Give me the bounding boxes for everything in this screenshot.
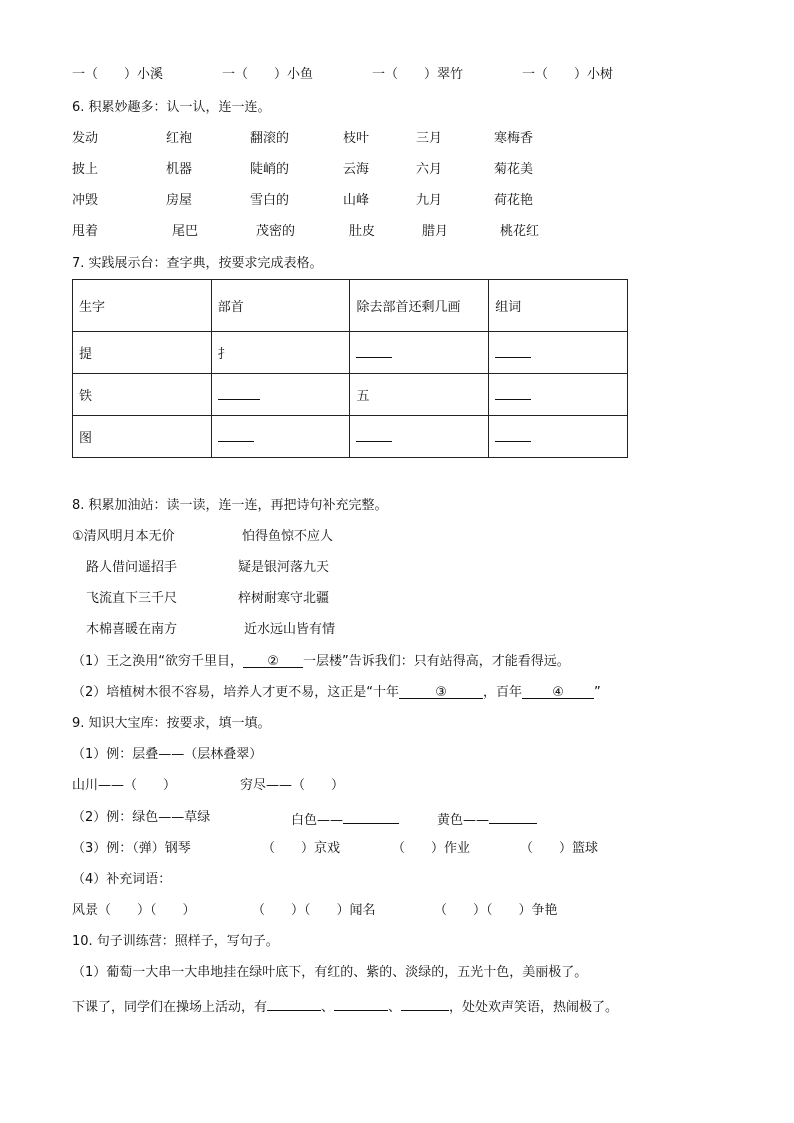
answer-blank-cell[interactable] <box>350 332 489 374</box>
q7-table <box>72 279 628 458</box>
answer-blank[interactable] <box>522 684 594 699</box>
q9-ex1-item[interactable]: 穷尽——（ ） <box>240 778 345 793</box>
q6-word: 甩着 <box>72 224 99 239</box>
q9-title: 9. 知识大宝库：按要求，填一填。 <box>72 716 271 731</box>
q8-sub1-text: 一层楼”告诉我们：只有站得高，才能看得远。 <box>303 654 570 669</box>
table-header-cell: 除去部首还剩几画 <box>350 280 489 332</box>
answer-blank[interactable] <box>356 427 392 442</box>
table-row <box>73 374 628 416</box>
q9-ex1: （1）例：层叠——（层林叠翠） <box>72 747 263 762</box>
q6-word: 机器 <box>166 162 193 177</box>
poem-right-line: 梓树耐寒守北疆 <box>238 591 330 606</box>
answer-blank-cell[interactable] <box>211 416 350 458</box>
q6-word: 菊花美 <box>494 162 534 177</box>
q9-ex4-label: （4）补充词语： <box>72 872 172 887</box>
q6-word: 发动 <box>72 131 99 146</box>
answer-blank[interactable] <box>495 427 531 442</box>
poem-left-line: 飞流直下三千尺 <box>86 591 178 606</box>
poem-left-line: 木棉喜暖在南方 <box>86 622 178 637</box>
q6-word: 肚皮 <box>349 224 376 239</box>
answer-blank[interactable] <box>495 343 531 358</box>
q5-item-2: 一（ ）小鱼 <box>222 67 314 82</box>
q6-word: 荷花艳 <box>494 193 534 208</box>
answer-blank[interactable] <box>218 427 254 442</box>
q7-title: 7. 实践展示台：查字典，按要求完成表格。 <box>72 256 323 271</box>
q8-sub1-text: （1）王之涣用“欲穷千里目， <box>72 654 244 669</box>
table-cell: 提 <box>73 332 212 374</box>
table-row <box>73 416 628 458</box>
table-header-cell: 部首 <box>211 280 350 332</box>
q9-ex2-item <box>291 809 399 830</box>
table-header-row <box>73 280 628 332</box>
q6-word: 冲毁 <box>72 193 99 208</box>
q6-word: 红袍 <box>166 131 193 146</box>
poem-right-line: 近水远山皆有情 <box>244 622 336 637</box>
q8-sub2-text: ” <box>594 685 601 700</box>
poem-right-line: 疑是银河落九天 <box>238 560 330 575</box>
q9-ex2-text: 黄色—— <box>437 813 490 828</box>
q8-sub1 <box>72 653 570 671</box>
q6-word: 九月 <box>416 193 443 208</box>
q6-word: 山峰 <box>343 193 370 208</box>
blank-marker: ③ <box>435 685 447 700</box>
q8-sub2-text: （2）培植树木很不容易，培养人才更不易，这正是“十年 <box>72 685 400 700</box>
answer-blank[interactable] <box>489 809 537 824</box>
q8-title: 8. 积累加油站：读一读，连一连，再把诗句补充完整。 <box>72 498 388 513</box>
poem-right-line: 怕得鱼惊不应人 <box>242 529 334 544</box>
answer-blank[interactable] <box>356 343 392 358</box>
q8-sub2 <box>72 684 601 702</box>
table-cell: 图 <box>73 416 212 458</box>
table-header-cell: 生字 <box>73 280 212 332</box>
q9-ex4-item[interactable]: 风景（ ）（ ） <box>72 903 196 918</box>
q6-word: 云海 <box>343 162 370 177</box>
q9-ex2-label: （2）例：绿色——草绿 <box>72 810 211 825</box>
q9-ex3-item[interactable]: （ ）篮球 <box>520 841 599 856</box>
answer-blank-cell[interactable] <box>489 416 628 458</box>
table-header-cell: 组词 <box>489 280 628 332</box>
answer-blank[interactable] <box>243 653 303 668</box>
q9-ex3-item[interactable]: （ ）作业 <box>392 841 471 856</box>
q10-prompt <box>72 996 618 1017</box>
q10-title: 10. 句子训练营：照样子，写句子。 <box>72 934 279 949</box>
q6-word: 茂密的 <box>256 224 296 239</box>
q6-word: 翻滚的 <box>250 131 290 146</box>
poem-left-line: 路人借问遥招手 <box>86 560 178 575</box>
blank-marker: ② <box>267 654 279 669</box>
answer-blank[interactable] <box>343 809 399 824</box>
poem-left-line: ①清风明月本无价 <box>72 529 175 544</box>
q6-word: 房屋 <box>166 193 193 208</box>
q6-word: 枝叶 <box>343 131 370 146</box>
q10-separator: 、 <box>388 1000 402 1015</box>
q10-example: （1）葡萄一大串一大串地挂在绿叶底下，有红的、紫的、淡绿的，五光十色，美丽极了。 <box>72 965 588 980</box>
table-row <box>73 332 628 374</box>
q6-word: 披上 <box>72 162 99 177</box>
table-cell: 五 <box>350 374 489 416</box>
table-cell: 扌 <box>211 332 350 374</box>
table-cell: 铁 <box>73 374 212 416</box>
answer-blank-cell[interactable] <box>211 374 350 416</box>
answer-blank-cell[interactable] <box>489 332 628 374</box>
q9-ex4-item[interactable]: （ ）（ ）争艳 <box>434 903 558 918</box>
q10-separator: 、 <box>321 1000 335 1015</box>
q6-word: 尾巴 <box>172 224 199 239</box>
answer-blank[interactable] <box>495 385 531 400</box>
q10-prompt-text: ，处处欢声笑语，热闹极了。 <box>449 1000 619 1015</box>
q6-title: 6. 积累妙趣多：认一认，连一连。 <box>72 100 271 115</box>
answer-blank[interactable] <box>399 684 483 699</box>
q6-word: 三月 <box>416 131 443 146</box>
q6-word: 陡峭的 <box>250 162 290 177</box>
answer-blank-cell[interactable] <box>350 416 489 458</box>
q9-ex4-item[interactable]: （ ）（ ）闻名 <box>252 903 376 918</box>
q6-word: 腊月 <box>422 224 449 239</box>
q5-item-3: 一（ ）翠竹 <box>372 67 464 82</box>
answer-blank[interactable] <box>401 996 449 1011</box>
answer-blank[interactable] <box>267 996 321 1011</box>
answer-blank[interactable] <box>218 385 260 400</box>
q9-ex1-item[interactable]: 山川——（ ） <box>72 778 177 793</box>
q6-word: 六月 <box>416 162 443 177</box>
q6-word: 桃花红 <box>500 224 540 239</box>
answer-blank-cell[interactable] <box>489 374 628 416</box>
q5-item-4: 一（ ）小树 <box>522 67 614 82</box>
q9-ex3-item[interactable]: （ ）京戏 <box>262 841 341 856</box>
answer-blank[interactable] <box>334 996 388 1011</box>
q9-ex2-item <box>437 809 537 830</box>
q6-word: 雪白的 <box>250 193 290 208</box>
q9-ex3-label: （3）例：（弹）钢琴 <box>72 841 191 856</box>
q6-word: 寒梅香 <box>494 131 534 146</box>
blank-marker: ④ <box>552 685 564 700</box>
q10-prompt-text: 下课了，同学们在操场上活动，有 <box>72 1000 268 1015</box>
q8-sub2-text: ，百年 <box>483 685 523 700</box>
q9-ex2-text: 白色—— <box>291 813 344 828</box>
q5-item-1: 一（ ）小溪 <box>72 67 164 82</box>
